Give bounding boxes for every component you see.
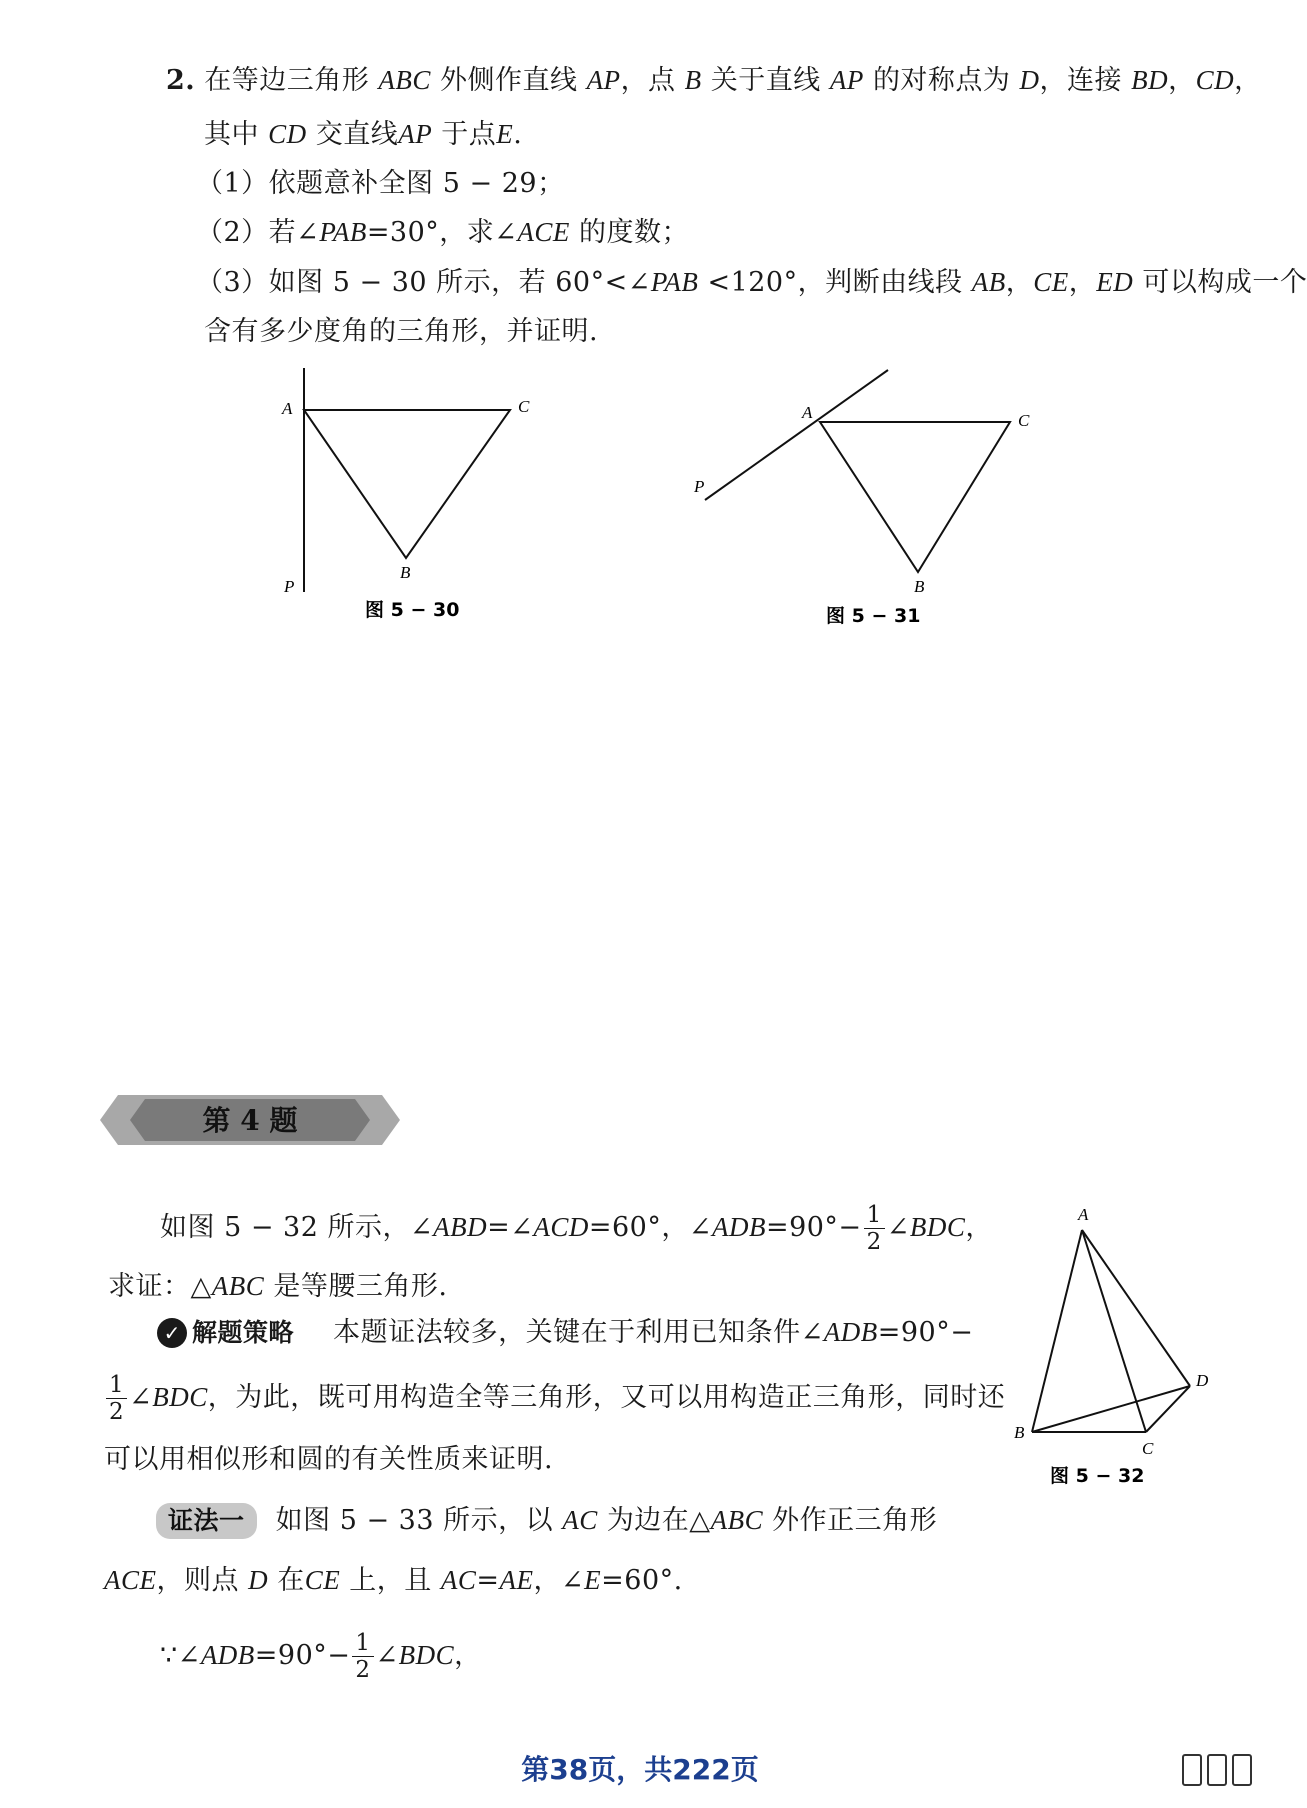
label-a: A — [1078, 1205, 1089, 1224]
label-b: B — [914, 577, 925, 596]
text: =30°，求∠ — [366, 217, 518, 248]
label-c: C — [518, 397, 530, 416]
text: 的对称点为 — [872, 65, 1011, 96]
question-1: （1）依题意补全图 5 − 29； — [196, 168, 565, 199]
problem-4-line-1 — [160, 1202, 993, 1255]
math: D — [248, 1565, 269, 1595]
text: ，为此，既可用构造全等三角形，又可以用构造正三角形，同时还 — [207, 1382, 1006, 1413]
pager-bar-icon — [1182, 1754, 1202, 1786]
math: CD — [1195, 65, 1235, 95]
figure-caption: 图 5 − 32 — [1050, 1465, 1145, 1487]
section-header — [100, 1090, 400, 1150]
strategy-line-2 — [104, 1372, 1005, 1425]
text: ∠ — [375, 1640, 399, 1671]
pager-icon[interactable] — [1182, 1750, 1260, 1790]
fraction-half — [864, 1202, 885, 1255]
math: AP — [398, 119, 433, 149]
text: 如图 5 − 32 所示，∠ — [160, 1212, 434, 1243]
label-p: P — [694, 477, 705, 496]
fraction-half — [106, 1372, 127, 1425]
text: ， — [454, 1640, 482, 1671]
strategy-line-3: 可以用相似形和圆的有关性质来证明. — [104, 1444, 554, 1475]
text: 为边在△ — [606, 1505, 711, 1536]
math: ABC — [710, 1505, 764, 1535]
proof-1-line-1 — [156, 1500, 937, 1541]
question-3-line-1 — [196, 262, 1307, 303]
math: ADB — [200, 1640, 255, 1670]
math: B — [684, 65, 702, 95]
text: ， — [965, 1212, 993, 1243]
text: 在等边三角形 — [204, 65, 370, 96]
text: 可以构成一个 — [1142, 267, 1307, 298]
math: BDC — [398, 1640, 455, 1670]
page-indicator: 第38页，共222页 — [521, 1753, 759, 1786]
pager-bar-icon — [1232, 1754, 1252, 1786]
text: ， — [1068, 267, 1097, 298]
check-icon: ✓ — [157, 1318, 187, 1348]
segment-ab — [1032, 1230, 1082, 1432]
problem-4-line-2 — [108, 1266, 447, 1307]
math: PAB — [319, 217, 367, 247]
problem-2-line-1 — [166, 60, 1262, 101]
figure-caption: 图 5 − 30 — [365, 599, 460, 621]
numerator: 1 — [864, 1202, 885, 1229]
math: PAB — [650, 267, 699, 297]
label-b: B — [400, 563, 411, 582]
text: ，则点 — [156, 1565, 239, 1596]
math: ACD — [533, 1212, 589, 1242]
problem-number: 2. — [166, 65, 196, 96]
math: CD — [268, 119, 307, 149]
text: 外作正三角形 — [772, 1505, 938, 1536]
segment-ad — [1082, 1230, 1190, 1386]
math: AP — [829, 65, 864, 95]
text: 在 — [277, 1565, 305, 1596]
label-p: P — [284, 577, 295, 596]
text: 交直线 — [315, 119, 399, 150]
text: （3）如图 5 − 30 所示，若 60°<∠ — [196, 267, 651, 298]
text: ， — [1005, 267, 1034, 298]
math: CE — [304, 1565, 341, 1595]
math: E — [584, 1565, 602, 1595]
label-a: A — [282, 399, 293, 418]
math: AC — [562, 1505, 598, 1535]
proof-1-line-3 — [160, 1630, 482, 1683]
triangle-abc — [820, 422, 1010, 572]
math: CE — [1033, 267, 1069, 297]
math: BD — [1131, 65, 1169, 95]
text: 如图 5 − 33 所示，以 — [275, 1505, 554, 1536]
math: ADB — [823, 1317, 878, 1347]
math: ABC — [211, 1271, 265, 1301]
text: 其中 — [204, 119, 259, 150]
math: ACE — [517, 217, 570, 247]
text: <120°，判断由线段 — [707, 267, 963, 298]
figure-5-31 — [680, 360, 1060, 630]
text: . — [513, 119, 523, 150]
strategy-line-1 — [192, 1312, 973, 1353]
text: ∠ — [129, 1382, 153, 1413]
line-ap — [705, 370, 888, 500]
label-d: D — [1196, 1371, 1209, 1390]
text: 本题证法较多，关键在于利用已知条件∠ — [333, 1317, 824, 1348]
math: BDC — [909, 1212, 966, 1242]
text: 外侧作直线 — [439, 65, 578, 96]
math: AP — [586, 65, 621, 95]
text: 关于直线 — [710, 65, 821, 96]
text: 求证：△ — [108, 1271, 212, 1302]
text: 是等腰三角形. — [273, 1271, 448, 1302]
numerator: 1 — [352, 1630, 373, 1657]
text: =90°− — [765, 1212, 862, 1243]
math: D — [1019, 65, 1040, 95]
denominator: 2 — [109, 1399, 125, 1425]
math: AB — [971, 267, 1006, 297]
denominator: 2 — [355, 1657, 371, 1683]
fraction-half — [352, 1630, 373, 1683]
problem-2-line-2 — [204, 114, 522, 155]
strategy-label: 解题策略 — [192, 1318, 295, 1347]
math: ACE — [104, 1565, 157, 1595]
text: ∠ — [886, 1212, 910, 1243]
triangle-abc — [304, 410, 510, 558]
pager-bar-icon — [1207, 1754, 1227, 1786]
math: AE — [499, 1565, 534, 1595]
text: =90°− — [254, 1640, 351, 1671]
text: =60°，∠ — [588, 1212, 712, 1243]
text: （2）若∠ — [196, 217, 320, 248]
figure-5-30 — [270, 360, 550, 630]
math: ED — [1096, 267, 1134, 297]
figure-caption: 图 5 − 31 — [826, 605, 921, 627]
text: =90°− — [877, 1317, 974, 1348]
figure-5-32 — [1000, 1200, 1230, 1490]
numerator: 1 — [106, 1372, 127, 1399]
math: ABC — [378, 65, 431, 95]
text: ，连接 — [1039, 65, 1123, 96]
question-2 — [196, 212, 689, 253]
label-c: C — [1018, 411, 1030, 430]
text: = — [476, 1565, 500, 1596]
text: ∵∠ — [160, 1640, 201, 1671]
segment-bd — [1032, 1386, 1190, 1432]
label-a: A — [802, 403, 813, 422]
text: 于点 — [441, 119, 497, 150]
math: ADB — [711, 1212, 766, 1242]
text: 的度数； — [579, 217, 690, 248]
math: AC — [440, 1565, 477, 1595]
math: BDC — [152, 1382, 208, 1412]
text: ， — [1168, 65, 1196, 96]
denominator: 2 — [866, 1229, 882, 1255]
label-c: C — [1142, 1439, 1154, 1458]
text: ， — [1234, 65, 1262, 96]
text: ，点 — [620, 65, 676, 96]
section-title: 第 4 题 — [202, 1104, 298, 1137]
text: =∠ — [487, 1212, 534, 1243]
text: =60°. — [601, 1565, 683, 1596]
text: 上，且 — [349, 1565, 432, 1596]
label-b: B — [1014, 1423, 1025, 1442]
math: E — [496, 119, 514, 149]
proof-1-line-2 — [104, 1560, 683, 1601]
text: ，∠ — [533, 1565, 585, 1596]
proof-label: 证法一 — [156, 1503, 257, 1539]
question-3-line-2: 含有多少度角的三角形，并证明. — [204, 316, 599, 347]
math: ABD — [433, 1212, 488, 1242]
